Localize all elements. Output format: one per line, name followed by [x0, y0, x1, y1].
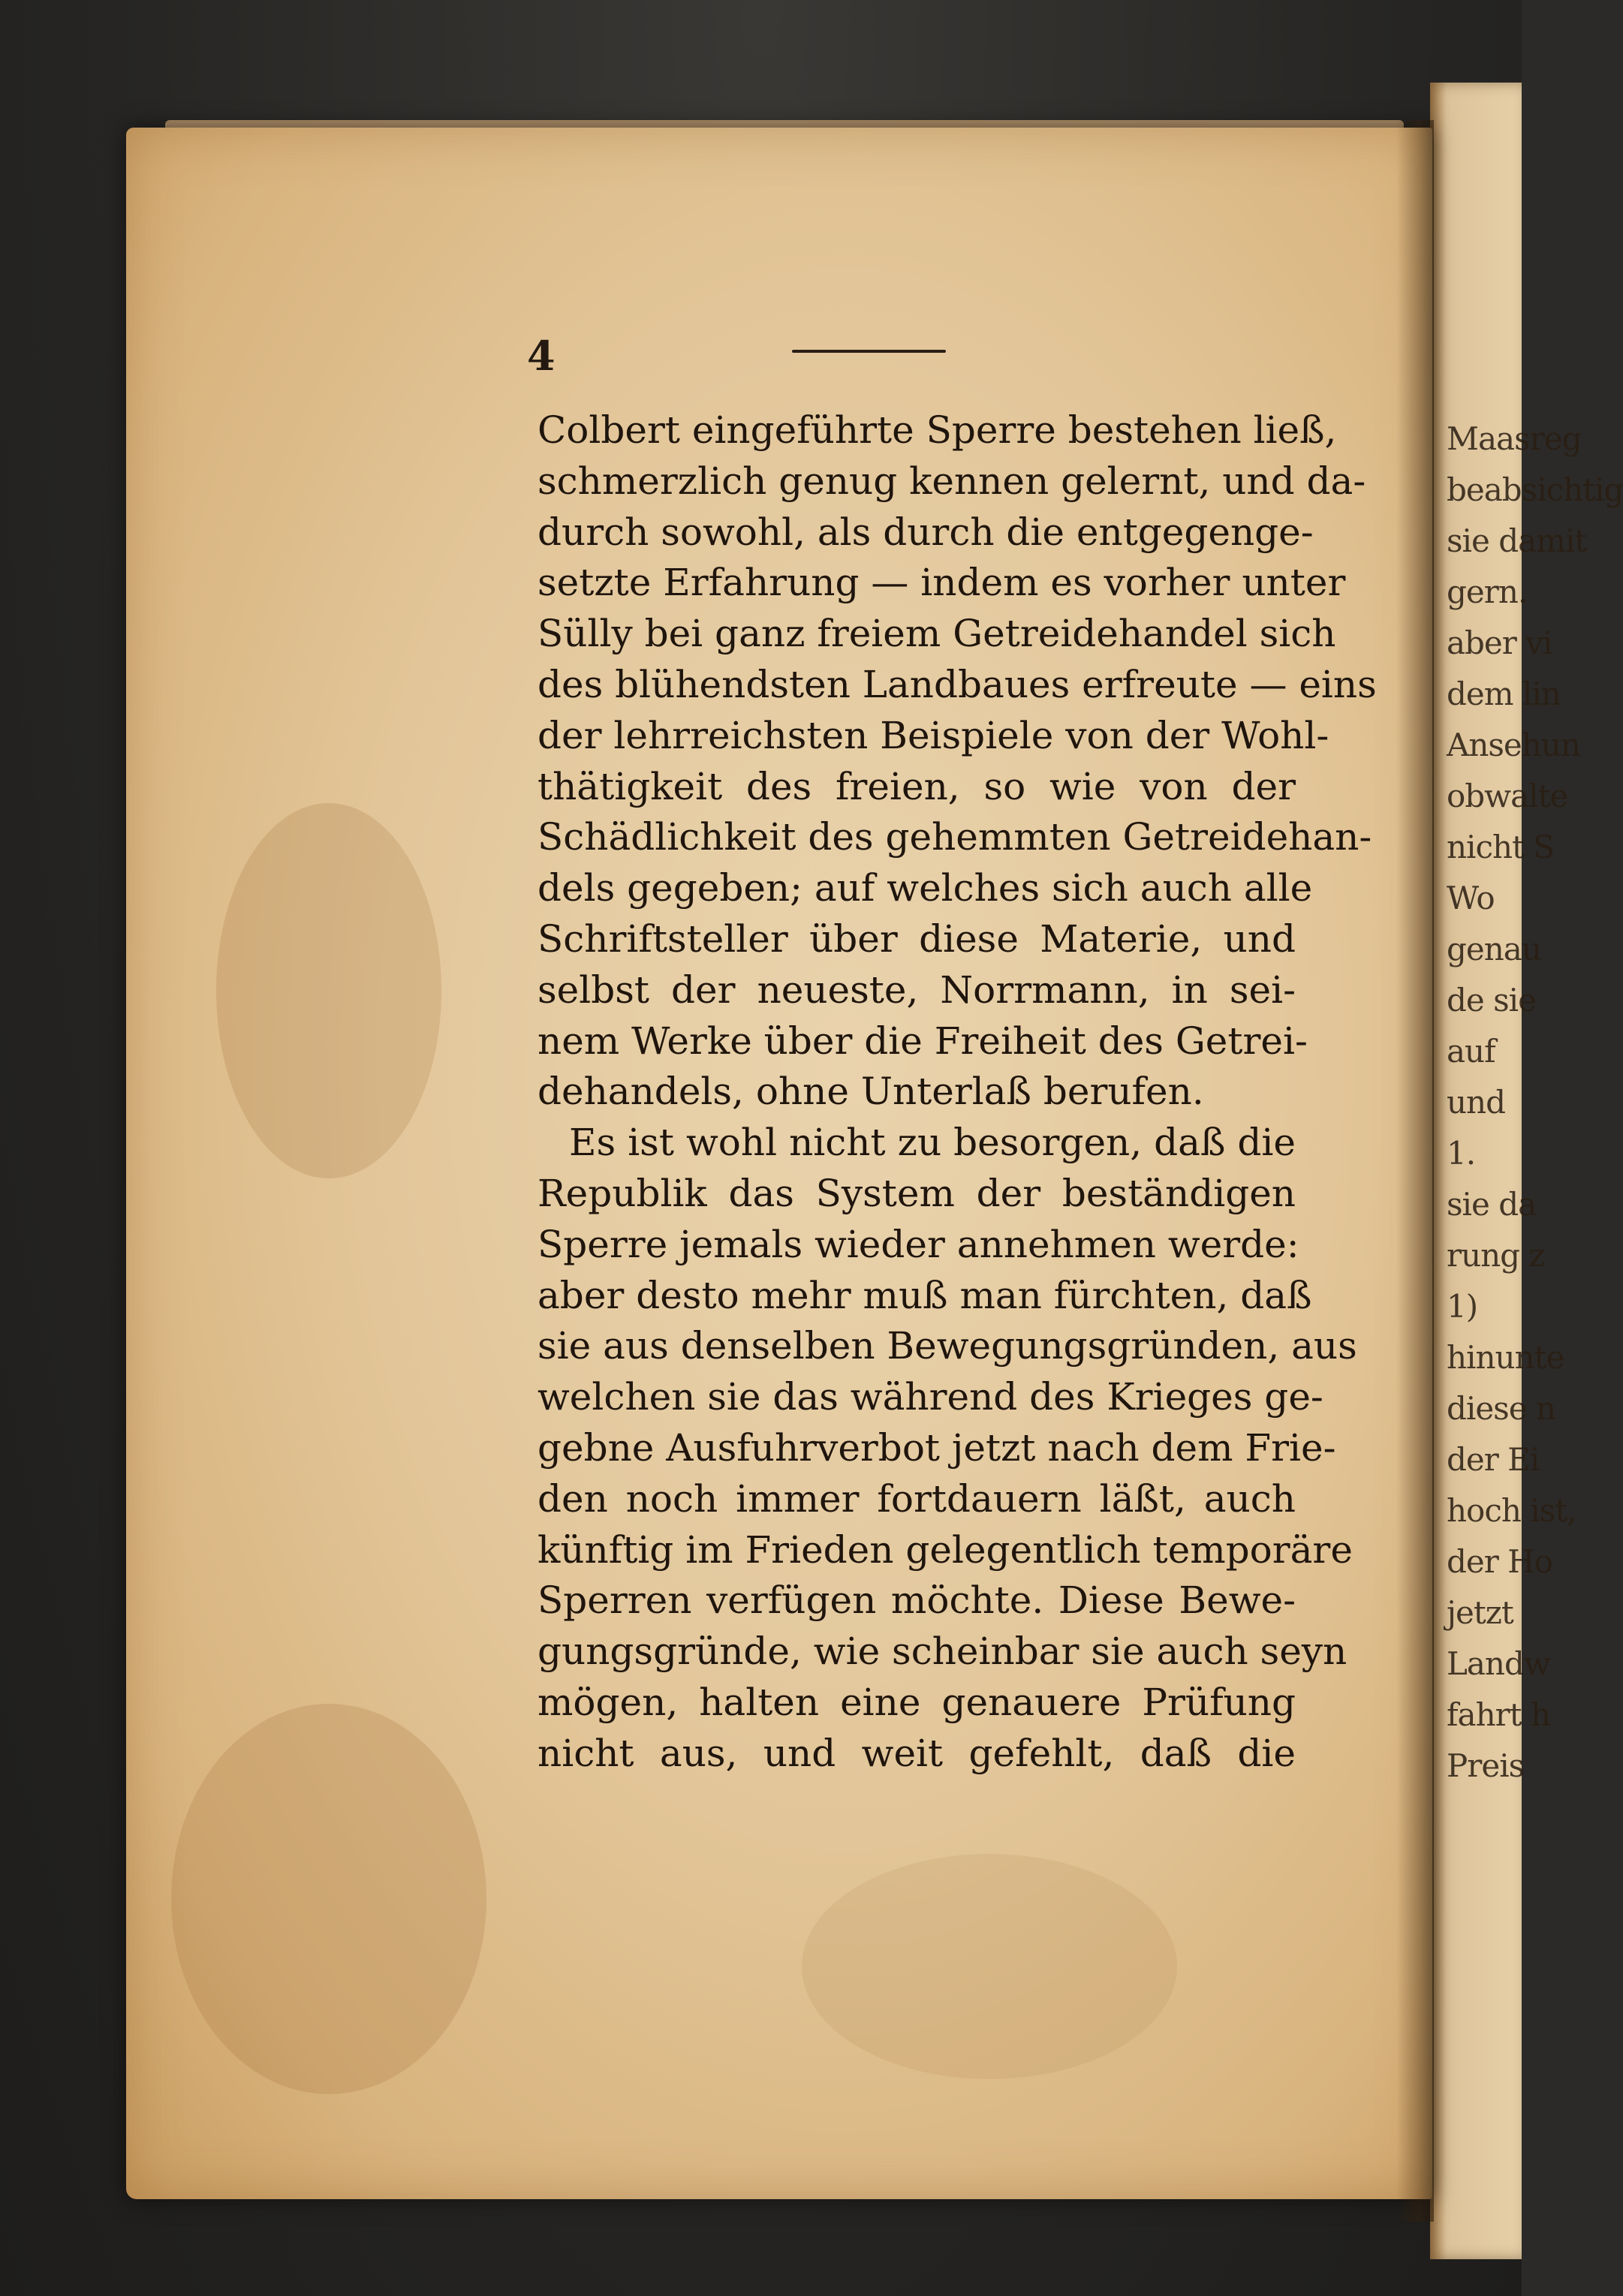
facing-page-fragment: 1.: [1447, 1135, 1476, 1172]
facing-page-fragment: genau: [1447, 931, 1541, 967]
text-line: gebne Ausfuhrverbot jetzt nach dem Frie-: [537, 1425, 1336, 1470]
facing-page-fragment: Maasreg: [1447, 420, 1582, 457]
text-line: sie aus denselben Bewegungsgründen, aus: [537, 1324, 1357, 1368]
facing-page-edge: [1430, 83, 1623, 2259]
text-line: thätigkeit des freien, so wie von der: [537, 764, 1296, 808]
facing-page-fragment: der Ho: [1447, 1543, 1553, 1580]
header-rule: [792, 350, 946, 353]
facing-page-fragment: de sie: [1447, 982, 1536, 1019]
text-line: dehandels, ohne Unterlaß berufen.: [537, 1070, 1204, 1114]
body-text: [537, 405, 1377, 1780]
paper-stain: [802, 1854, 1177, 2079]
text-line: mögen, halten eine genauere Prüfung: [537, 1680, 1296, 1724]
text-line: Sperren verfügen möchte. Diese Bewe-: [537, 1578, 1296, 1623]
text-line: durch sowohl, als durch die entgegenge-: [537, 510, 1314, 554]
text-line: der lehrreichsten Beispiele von der Wohl-: [537, 713, 1329, 757]
facing-page-fragment: hoch ist,: [1447, 1492, 1576, 1529]
text-line: Sülly bei ganz freiem Getreidehandel sich: [537, 612, 1336, 656]
text-line: Republik das System der beständigen: [537, 1171, 1296, 1215]
text-line: welchen sie das während des Krieges ge-: [537, 1375, 1323, 1419]
facing-page-fragment: und: [1447, 1084, 1505, 1121]
text-line: nicht aus, und weit gefehlt, daß die: [537, 1731, 1296, 1775]
text-line: Schriftsteller über diese Materie, und: [537, 916, 1296, 961]
gutter-shadow: [1396, 120, 1434, 2222]
facing-page-fragment: der Ei: [1447, 1441, 1540, 1478]
text-line: selbst der neueste, Norrmann, in sei-: [537, 967, 1296, 1012]
text-line: des blühendsten Landbaues erfreute — eins: [537, 662, 1377, 706]
facing-page-fragment: auf: [1447, 1033, 1495, 1070]
facing-page-fragment: gern.: [1447, 573, 1528, 610]
facing-page-fragment: Ansehun: [1447, 727, 1580, 763]
facing-page-fragment: 1): [1447, 1288, 1478, 1325]
facing-page-fragment: obwalte: [1447, 778, 1568, 814]
text-line: Sperre jemals wieder annehmen werde:: [537, 1222, 1299, 1266]
facing-page-fragment: beabsichtig: [1447, 471, 1623, 508]
text-line: künftig im Frieden gelegentlich temporäre: [537, 1527, 1353, 1572]
facing-page-fragment: dem lin: [1447, 676, 1561, 712]
text-line: den noch immer fortdauern läßt, auch: [537, 1476, 1296, 1521]
facing-page-fragment: sie damit: [1447, 522, 1587, 559]
text-line: aber desto mehr muß man fürchten, daß: [537, 1273, 1312, 1317]
text-line: gungsgründe, wie scheinbar sie auch seyn: [537, 1629, 1347, 1674]
paper-stain: [216, 803, 441, 1178]
facing-page-fragment: fahrt h: [1447, 1696, 1550, 1733]
page-number: 4: [527, 332, 556, 380]
facing-page-fragment: nicht S: [1447, 829, 1555, 865]
text-line: Schädlichkeit des gehemmten Getreidehan-: [537, 815, 1372, 859]
facing-page-fragment: hinunte: [1447, 1339, 1564, 1376]
paper-stain: [171, 1704, 486, 2094]
facing-page-fragment: diese n: [1447, 1390, 1555, 1427]
text-line: schmerzlich genug kennen gelernt, und da-: [537, 459, 1366, 503]
facing-page-fragment: Wo: [1447, 880, 1495, 916]
text-line: Colbert eingeführte Sperre bestehen ließ,: [537, 408, 1337, 452]
facing-page-fragment: rung z: [1447, 1237, 1545, 1274]
text-line: Es ist wohl nicht zu besorgen, daß die: [569, 1121, 1296, 1165]
facing-page-fragment: Preis: [1447, 1747, 1525, 1784]
facing-page-fragment: aber vi: [1447, 624, 1552, 661]
text-line: setzte Erfahrung — indem es vorher unter: [537, 561, 1346, 605]
facing-page-fragment: jetzt: [1447, 1594, 1513, 1631]
text-line: dels gegeben; auf welches sich auch alle: [537, 866, 1313, 910]
text-line: nem Werke über die Freiheit des Getrei-: [537, 1019, 1308, 1063]
facing-page-fragment: sie da: [1447, 1186, 1537, 1223]
facing-page-fragment: Landw: [1447, 1645, 1550, 1682]
